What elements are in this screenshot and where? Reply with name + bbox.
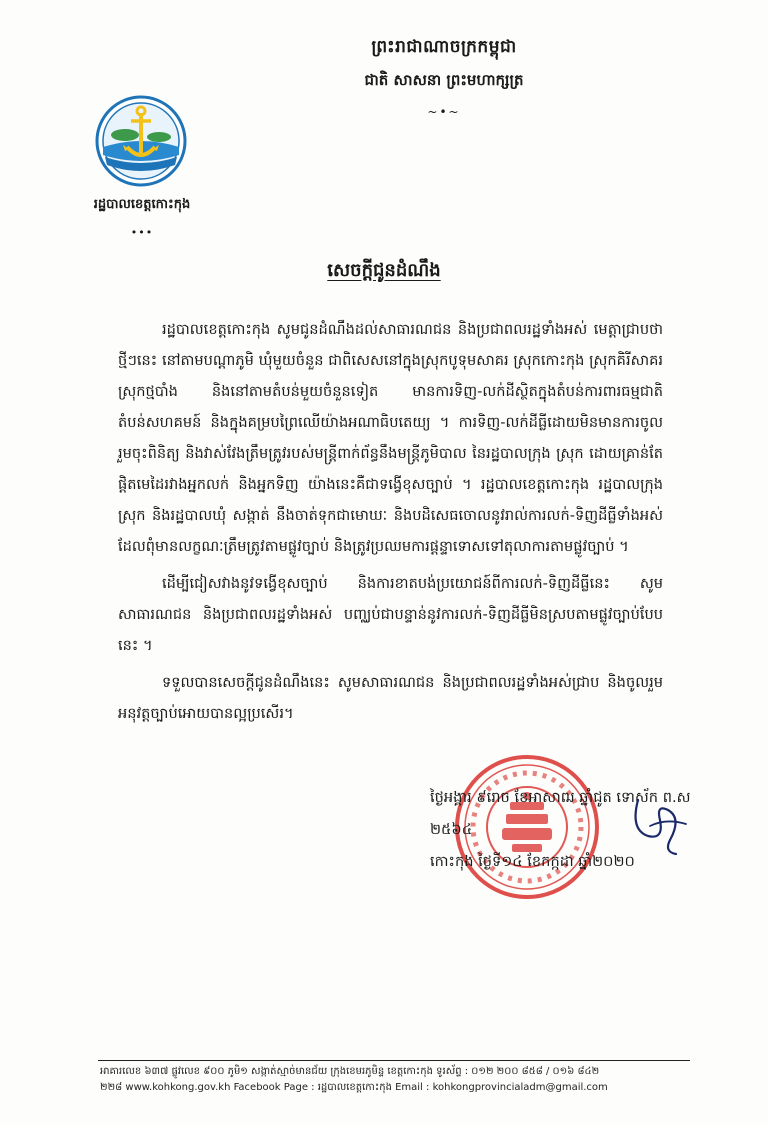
- footer: [100, 1064, 700, 1096]
- heading-ornament: ~•~: [427, 105, 461, 119]
- document-title: សេចក្តីជូនដំណឹង: [327, 260, 441, 281]
- body-paragraph: ដើម្បីជៀសវាងនូវទង្វើខុសច្បាប់ និងការខាតបង់ប្រយោជន៍ពីការលក់-ទិញដីធ្លីនេះ សូមសាធារណជន និងប្រជាពលរដ្ឋទាំងអស់ បញ្ឈប់ជាបន្ទាន់នូវការលក់-ទិញដីធ្លីមិនស្របតាមផ្លូវច្បាប់បែបនេះ ។: [118, 575, 663, 654]
- document-body: [118, 314, 663, 735]
- issuer-name: រដ្ឋបាលខេត្តកោះកុង: [93, 197, 191, 212]
- national-motto: ជាតិ សាសនា ព្រះមហាក្សត្រ: [364, 71, 524, 89]
- provincial-logo: [92, 95, 190, 187]
- body-paragraph: ទទួលបានសេចក្តីជូនដំណឹងនេះ សូមសាធារណជន និងប្រជាពលរដ្ឋទាំងអស់ជ្រាប និងចូលរួមអនុវត្តច្បាប់អោយបានល្អប្រសើរ។: [118, 674, 663, 722]
- signature: [620, 790, 700, 860]
- solar-date: កោះកុង ថ្ងៃទី១៤ ខែកក្កដា ឆ្នាំ២០២០: [430, 853, 635, 870]
- kohkong-emblem-icon: [95, 95, 187, 187]
- footer-contacts: ២២៨ www.kohkong.gov.kh Facebook Page : រដ្ឋបាលខេត្តកោះកុង Email : kohkongprovincialadm@gmail.com: [100, 1082, 608, 1093]
- footer-divider: [98, 1060, 690, 1061]
- footer-address: អាគារលេខ ៦៣៧ ផ្លូវលេខ ៩០០ ភូមិ១ សង្កាត់ស្មាច់មានជ័យ ក្រុងខេមរភូមិន្ទ ខេត្តកោះកុង ទូរស័ព្ទ : ០១២ ២០០ ៨៥៨ / ០១៦ ៨៤២: [100, 1066, 600, 1077]
- signature-icon: [620, 790, 700, 860]
- kingdom-name: ព្រះរាជាណាចក្រកម្ពុជា: [371, 37, 517, 57]
- lunar-date: ថ្ងៃអង្គារ ៩រោច ខែអាសាឍ ឆ្នាំជូត ទោស័ក ព.ស ២៥៦៤: [430, 789, 691, 838]
- issuer-reference: •••: [130, 226, 154, 239]
- body-paragraph: រដ្ឋបាលខេត្តកោះកុង សូមជូនដំណឹងដល់សាធារណជន និងប្រជាពលរដ្ឋទាំងអស់ មេត្តាជ្រាបថា ថ្មីៗនេះ នៅតាមបណ្តាភូមិ ឃុំមួយចំនួន ជាពិសេសនៅក្នុងស្រុកបូទុមសាគរ ស្រុកកោះកុង ស្រុកគិរីសាគរ ស្រុកថ្មបាំង និងនៅតាមតំបន់មួយចំនួនទៀត មានការទិញ-លក់ដីស្ថិតក្នុងតំបន់ការពារធម្មជាតិ តំបន់សហគមន៍ និងក្នុងគម្របព្រៃឈើយ៉ាងអណាធិបតេយ្យ ។ ការទិញ-លក់ដីធ្លីដោយមិនមានការចូលរួមចុះពិនិត្យ និងវាស់វែងត្រឹមត្រូវរបស់មន្ត្រីពាក់ព័ន្ធនឹងមន្ត្រីភូមិបាល នៃរដ្ឋបាលក្រុង ស្រុក ដោយគ្រាន់តែផ្តិតមេដៃរវាងអ្នកលក់ និងអ្នកទិញ យ៉ាងនេះគឺជាទង្វើខុសច្បាប់ ។ រដ្ឋបាលខេត្តកោះកុង រដ្ឋបាលក្រុង ស្រុក និងរដ្ឋបាលឃុំ សង្កាត់ នឹងចាត់ទុកជាមោឃៈ និងបដិសេធចោលនូវរាល់ការលក់-ទិញដីធ្លីទាំងអស់ ដែលពុំមានលក្ខណៈត្រឹមត្រូវតាមផ្លូវច្បាប់ និងត្រូវប្រឈមការផ្តន្ទាទោសទៅតុលាការតាមផ្លូវច្បាប់ ។: [118, 321, 663, 555]
